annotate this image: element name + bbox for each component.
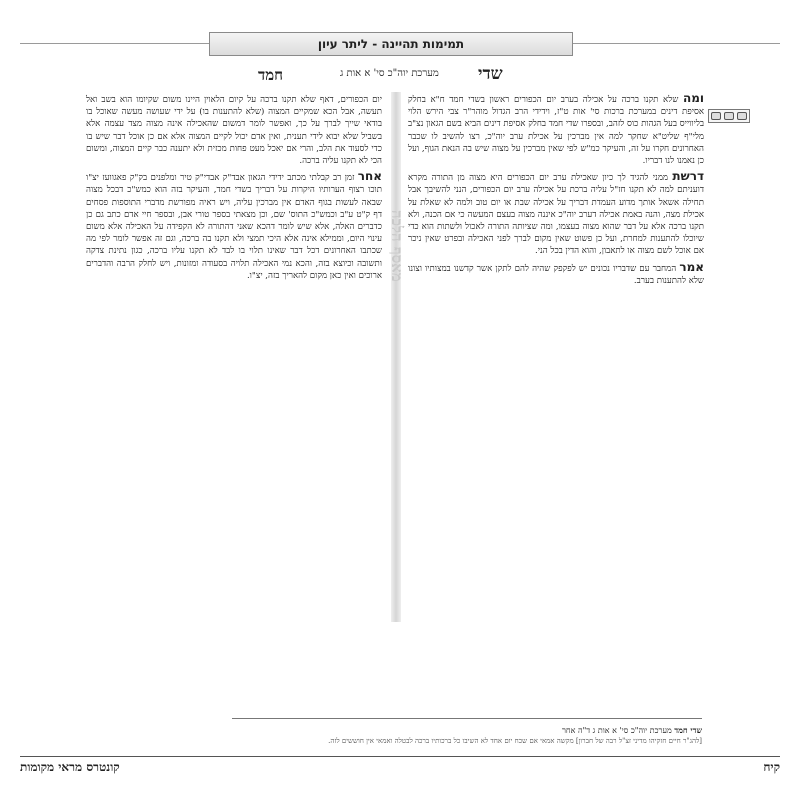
footer-title: קונטרס מראי מקומות — [20, 760, 120, 774]
paragraph-text: המחבר עם שדבריו נכונים יש לפקפק שהיה להם לתקן אשר קדשנו במצותיו וצונו שלא להתענות בערב. — [408, 263, 704, 286]
right-paragraph — [408, 261, 704, 287]
footer-rule — [20, 756, 780, 757]
footnote-title: שדי חמד — [674, 725, 702, 735]
left-paragraph — [86, 92, 382, 167]
right-paragraph — [408, 92, 704, 167]
paragraph-text: יום הכפורים, דאף שלא תקנו ברכה על קיום הלאוין היינו משום שקיומו הוא בשב ואל תעשה, אבל הכא שמקיים המצוה (שלא להתענות בו) על ידי שעושה מעשה שאוכל בו בודאי שייך לברך על כך, ואפשר לומר דמשום שהאכילה אינה מצוה מצד עצמה אלא בשביל שלא יבוא לידי תענית, ואין אדם יכול לקיים המצוה אלא אם כן אוכל דבר שיש בו כדי לסעוד את הלב, והרי אם יאכל מעט פחות מכזית ולא יתענה כבר קיים המצוה, ומשום הכי לא תקנו עליה ברכה. — [86, 95, 382, 167]
page-number: קיח — [763, 760, 780, 774]
right-paragraph — [408, 170, 704, 257]
paragraph-text: שלא תקנו ברכה על אכילה בערב יום הכפורים ראשון בשדי חמד ח"א בחלק אסיפת דינים במערכת ברכות סי' אות ט"ז, וידידי הרב הגדול מוהר"ר צבי הירש הלוי בליווייס בעל הגהות כוס לזהב, ובספרו שדי חמד בחלק אסיפת דינים הביא בשם הגאון נצ"ב מלי"ף שליט"א שחקר למה אין מברכין על אכילת ערב יוה"כ, רצו להשיב לו שכבר האחרונים חקרו על זה, והעיקר כמ"ש לפי שאין מברכין על מצוה שיש בה הנאת הגוף, ועל כן נאמנו לנו דבריו. — [408, 95, 704, 167]
right-column — [408, 92, 704, 290]
paragraph-text: ממני להגיד לך כיון שאכילת ערב יום הכפורים היא מצוה מן התורה מקרא דועניתם למה לא תקנו חז"ל עליה ברכת על אכילה ערב יום הכפורים, הנני להשיבך אבל תחילה אשאל אותך מדוע העמדת דבריך על אכילה שבת או יום טוב ולמה לא שאלת על אכילת מצה, והנה באמת אכילה דערב יוה"כ איננה מצוה בעצם המעשה כי אם הכנה, ולא תקנו ברכה אלא על דבר שהוא מצוה בעצמו, ומה שציותה התורה לאכול ולשתות הוא כדי שיוכלו להתענות למחרת, ועל כן פשוט שאין מקום לברך לפני האכילה ובפרט שאין ניכר אם אוכל לשם מצוה או לתאבון, והוא הדין בכל הני. — [408, 173, 704, 257]
left-paragraph — [86, 170, 382, 282]
footnote-note: [להג"ר חיים חזקיהו מדיני זצ"ל רבה של חברון] מקשה אמאי אם שכח יום אחד לא השיבו כל ברכותיו ברכה לבטלה ואמאי אין חוששים לזה. — [328, 737, 702, 745]
paragraph-text: זמן רב קבלתי מכתב ידידי הגאון אבד"ק אבדי"ק טיר ומלפנים בק"ק פאגוועז יצ"ו תוכו רצוף הערותיו היקרות על דבריך בשדי חמד, והעיקר בזה הוא כמש"כ דבכל מצוה שבאה לעשות בגוף האדם אין מברכין עליה, ויש ראיה מפורשת מדברי התוספות פסחים דף ק"ט ע"ב וכמש"כ התוס' שם, וכן מצאתי בספר טורי אבן, ובספר חיי אדם כתב גם כן כדברים האלה, אלא שיש לומר דהכא שאני דהתורה לא הקפידה על האכילה אלא משום עינוי היום, וממילא אינה אלא היכי תמצי ולא תקנו בה ברכה, וגם זה אפשר לומר לפי מה שכתבו האחרונים דכל דבר שאינו תלוי בו לבד לא תקנו עליו ברכה, כגון נתינת צדקה ותשובה וכיוצא בזה, והכא נמי האכילה תלויה בסעודה ומזונות, ויש לחלק הרבה והדברים ארוכים ואין כאן מקום להאריך בזה, יצ"ו. — [86, 173, 382, 281]
paragraph-lead-word: דרשת — [672, 169, 704, 184]
watermark: מאסף הלכה — [388, 210, 406, 282]
footnote — [232, 718, 702, 746]
paragraph-lead-word: אמר — [679, 259, 704, 274]
footnote-body: מערכת יוה"כ סי' א אות ג ד"ה אחר — [562, 726, 672, 735]
paragraph-lead-word: ומה — [682, 91, 704, 105]
subheader-left: חמד — [258, 66, 283, 84]
subheader-right: שדי — [478, 64, 503, 84]
marginal-marker-icon — [708, 109, 750, 123]
running-header — [209, 32, 573, 56]
paragraph-lead-word: אחר — [357, 169, 383, 184]
column-divider — [391, 92, 401, 622]
left-column — [86, 92, 382, 285]
running-header-title: תמימות תהיינה - ליתר עיון — [317, 37, 465, 51]
subheader-middle: מערכת יוה"כ סי' א אות ג — [340, 68, 439, 79]
